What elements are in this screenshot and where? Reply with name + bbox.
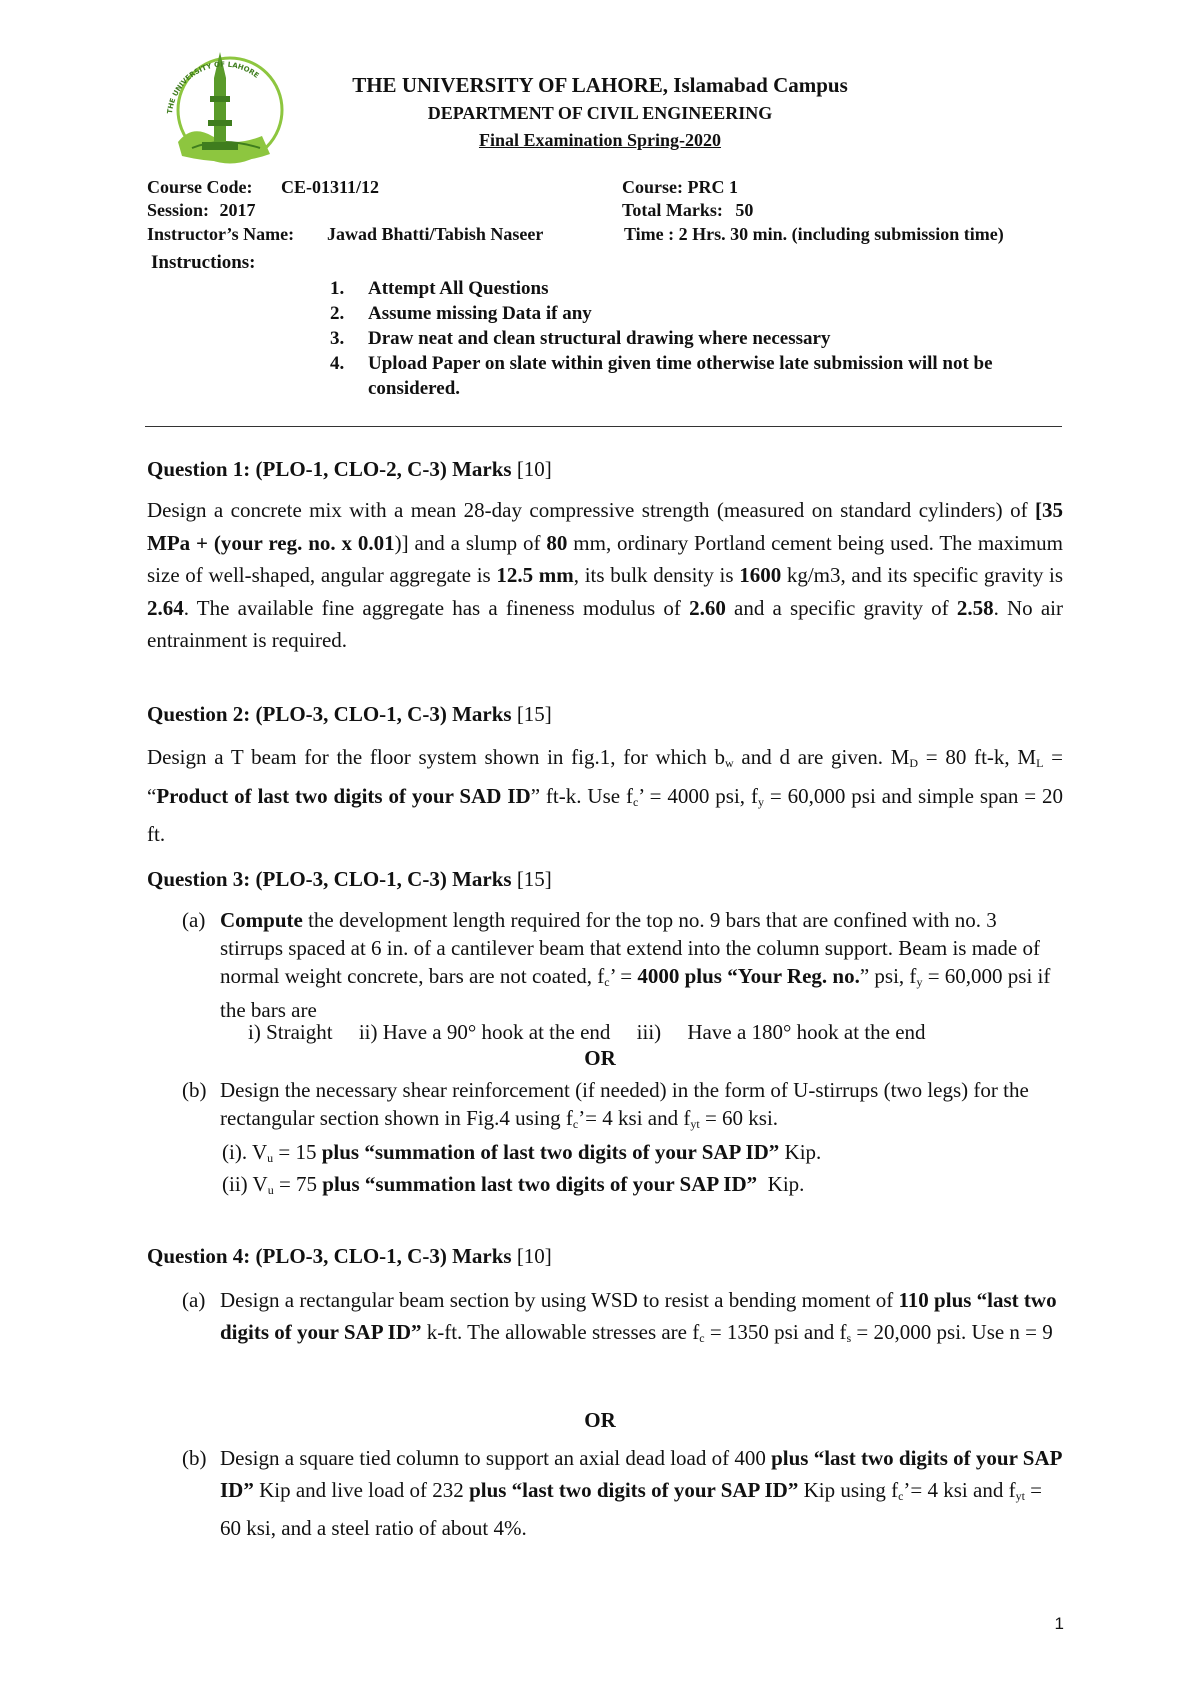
instructions-label: Instructions: <box>151 252 256 273</box>
total-marks-value: 50 <box>735 200 754 220</box>
course-code-line <box>147 177 380 198</box>
question-4-or: OR <box>584 1408 616 1432</box>
instruction-item: 4. Upload Paper on slate within given time otherwise late submission will not be considered. <box>330 353 993 399</box>
course-code-label: Course Code: <box>147 177 253 197</box>
instruction-item: 3. Draw neat and clean structural drawing where necessary <box>330 328 831 349</box>
question-3b-part-i: (i). $V_u = 15$ plus “summation of last two digits of your SAP ID” Kip. <box>222 1140 822 1165</box>
total-marks-line <box>622 200 753 221</box>
instructor-line <box>147 224 544 245</box>
time-allowed: Time : 2 Hrs. 30 min. (including submission time) <box>624 224 1004 244</box>
total-marks-label: Total Marks: <box>622 200 723 220</box>
session-value: 2017 <box>219 200 256 220</box>
question-4b-label: (b) <box>182 1446 207 1470</box>
question-4-marks: [10] <box>516 1244 552 1268</box>
question-4a: (a) Design a rectangular beam section by using WSD to resist a bending moment of 110 plus “last two digits of your SAP ID” k-ft. The allowable stresses are $f_c = 1350$ psi and $f_s = 20,000$ psi. Use n = 9 <box>182 1284 1062 1354</box>
page-number: 1 <box>1054 1614 1064 1633</box>
question-3-marks: [15] <box>516 867 552 891</box>
question-3b-label: (b) <box>182 1078 207 1102</box>
header-divider <box>145 426 1062 427</box>
question-2-marks: [15] <box>516 702 552 726</box>
question-3-title: Question 3: (PLO-3, CLO-1, C-3) Marks [15] <box>147 867 552 891</box>
session-line <box>147 200 256 221</box>
question-1-marks: [10] <box>516 457 552 481</box>
question-3-or: OR <box>584 1046 616 1070</box>
course-code-value: CE-01311/12 <box>281 177 380 197</box>
instruction-item: 2. Assume missing Data if any <box>330 303 592 324</box>
question-3b-part-ii: (ii) $V_u = 75$ plus “summation last two digits of your SAP ID” Kip. <box>222 1172 805 1197</box>
question-3b: (b) Design the necessary shear reinforcement (if needed) in the form of U-stirrups (two legs) for the rectangular section shown in Fig.4 using $f_c’= 4$ ksi and $f_{yt} = 60$ ksi. <box>182 1078 1029 1131</box>
svg-text:THE UNIVERSITY OF LAHORE: THE UNIVERSITY OF LAHORE <box>165 60 261 115</box>
question-2-title: Question 2: (PLO-3, CLO-1, C-3) Marks [15] <box>147 702 552 726</box>
instructor-value: Jawad Bhatti/Tabish Naseer <box>327 224 544 244</box>
question-3a: (a) Compute the development length required for the top no. 9 bars that are confined with no. 3 stirrups spaced at 6 in. of a cantilever beam that extend into the column support. Beam is made of normal weight concrete, bars are not coated, $f_c$’ = 4000 plus “Your Reg. no.” psi, $f_y = 60,000$ psi if the bars are <box>182 908 1051 1022</box>
department-title: DEPARTMENT OF CIVIL ENGINEERING <box>427 103 773 123</box>
instruction-item: 1. Attempt All Questions <box>330 278 549 299</box>
question-4a-label: (a) <box>182 1288 206 1312</box>
instructions-list <box>330 276 1060 401</box>
question-2-text: Design a T beam for the floor system shown in fig.1, for which $b_w$ and d are given. $M_D = 80$ ft-k, $M_L$ = “Product of last two digits of your SAD ID” ft-k. Use $f_c$’ = 4000 psi, $f_y = 60,000$ psi and simple span = 20 ft. <box>147 745 1063 846</box>
question-3a-label: (a) <box>182 908 206 932</box>
question-4b: (b) Design a square tied column to support an axial dead load of 400 plus “last two digits of your SAP ID” Kip and live load of 232 plus “last two digits of your SAP ID” Kip using $f_c’= 4$ ksi and $f_{yt} = 60$ ksi, and a steel ratio of about 4%. <box>182 1442 1062 1544</box>
question-3a-cases: i) Straight ii) Have a 90° hook at the end iii) Have a 180° hook at the end <box>248 1020 926 1044</box>
session-label: Session: <box>147 200 210 220</box>
course-name: Course: PRC 1 <box>622 177 738 197</box>
exam-title: Final Examination Spring-2020 <box>478 130 722 150</box>
instructor-label: Instructor’s Name: <box>147 224 295 244</box>
question-1-text: Design a concrete mix with a mean 28-day compressive strength (measured on standard cylinders) of [35 MPa + (your reg. no. x 0.01)] and a slump of 80 mm, ordinary Portland cement being used. The maximum size of well-shaped, angular aggregate is 12.5 mm, its bulk density is 1600 kg/m3, and its specific gravity is 2.64. The available fine aggregate has a fineness modulus of 2.60 and a specific gravity of 2.58. No air entrainment is required. <box>147 498 1064 652</box>
question-1-title: Question 1: (PLO-1, CLO-2, C-3) Marks [10] <box>147 457 552 481</box>
question-4-title: Question 4: (PLO-3, CLO-1, C-3) Marks [10] <box>147 1244 552 1268</box>
university-title: THE UNIVERSITY OF LAHORE, Islamabad Campus <box>352 73 848 97</box>
